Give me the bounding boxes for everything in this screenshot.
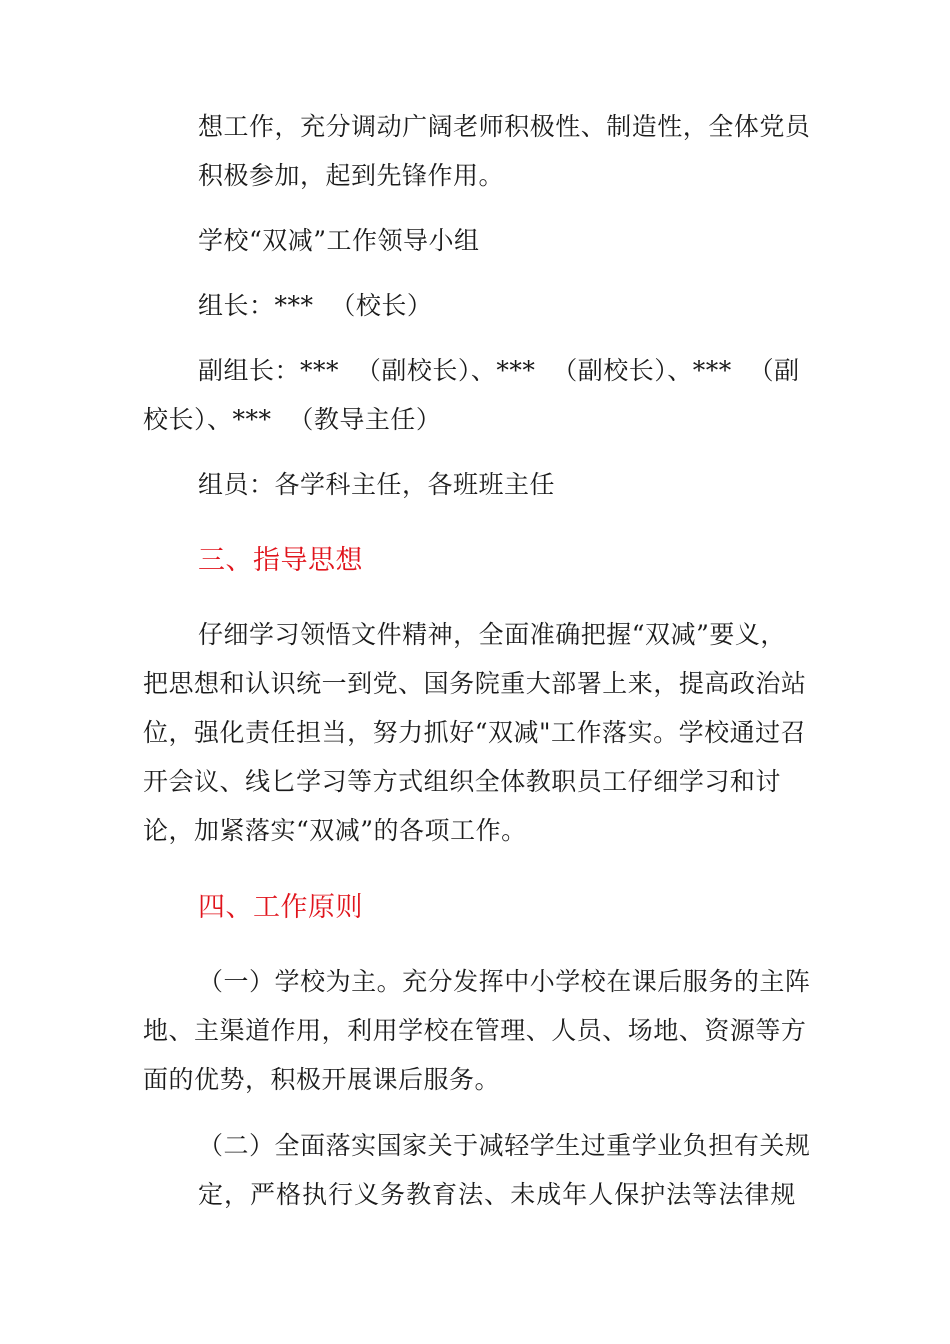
- body-line: 仔 细 学 习 领 悟 文 件 精 神 ， 全 面 准 确 把 握 “ 双 减 ” 要 义 ，: [198, 620, 786, 649]
- body-line: 定 ， 严 格 执 行 义 务 教 育 法 、 未 成 年 人 保 护 法 等 法 律 规: [198, 1180, 796, 1209]
- section-heading-guiding-ideology: 三、指导思想: [198, 545, 363, 576]
- body-line: 地 、 主 渠 道 作 用 ， 利 用 学 校 在 管 理 、 人 员 、 场 地 、 资 源 等 方: [143, 1016, 807, 1045]
- body-line: 把 思 想 和 认 识 统 一 到 党 、 国 务 院 重 大 部 署 上 来 ， 提 高 政 治 站: [143, 669, 807, 698]
- body-line: 积极参加，起到先锋作用。: [198, 161, 505, 190]
- deputy-leader-line-cont: 校长）、*** （教导主任）: [143, 405, 442, 434]
- group-title: 学校“双减”工作领导小组: [198, 226, 480, 255]
- members-line: 组员：各学科主任，各班班主任: [198, 470, 556, 499]
- body-line: 位 ， 强 化 责 任 担 当 ， 努 力 抓 好 “ 双 减 " 工 作 落 实 。 学 校 通 过 召: [143, 718, 807, 747]
- body-line: （ 一 ） 学 校 为 主 。 充 分 发 挥 中 小 学 校 在 课 后 服 务 的 主 阵: [198, 967, 811, 996]
- body-line: 开 会 议 、 线 匕 学 习 等 方 式 组 织 全 体 教 职 员 工 仔 细 学 习 和 讨: [143, 767, 781, 796]
- leader-line: 组长：*** （校长）: [198, 291, 433, 320]
- deputy-leader-line: 副组长：*** （副校长）、*** （副校长）、*** （副: [198, 356, 800, 385]
- body-line: 面的优势，积极开展课后服务。: [143, 1065, 501, 1094]
- body-line: （ 二 ） 全 面 落 实 国 家 关 于 减 轻 学 生 过 重 学 业 负 担 有 关 规: [198, 1131, 811, 1160]
- body-line: 论，加紧落实“双减”的各项工作。: [143, 816, 527, 845]
- body-line: 想 工 作 ， 充 分 调 动 广 阔 老 师 积 极 性 、 制 造 性 ， 全 体 党 员: [198, 112, 811, 141]
- section-heading-work-principles: 四、工作原则: [198, 892, 363, 923]
